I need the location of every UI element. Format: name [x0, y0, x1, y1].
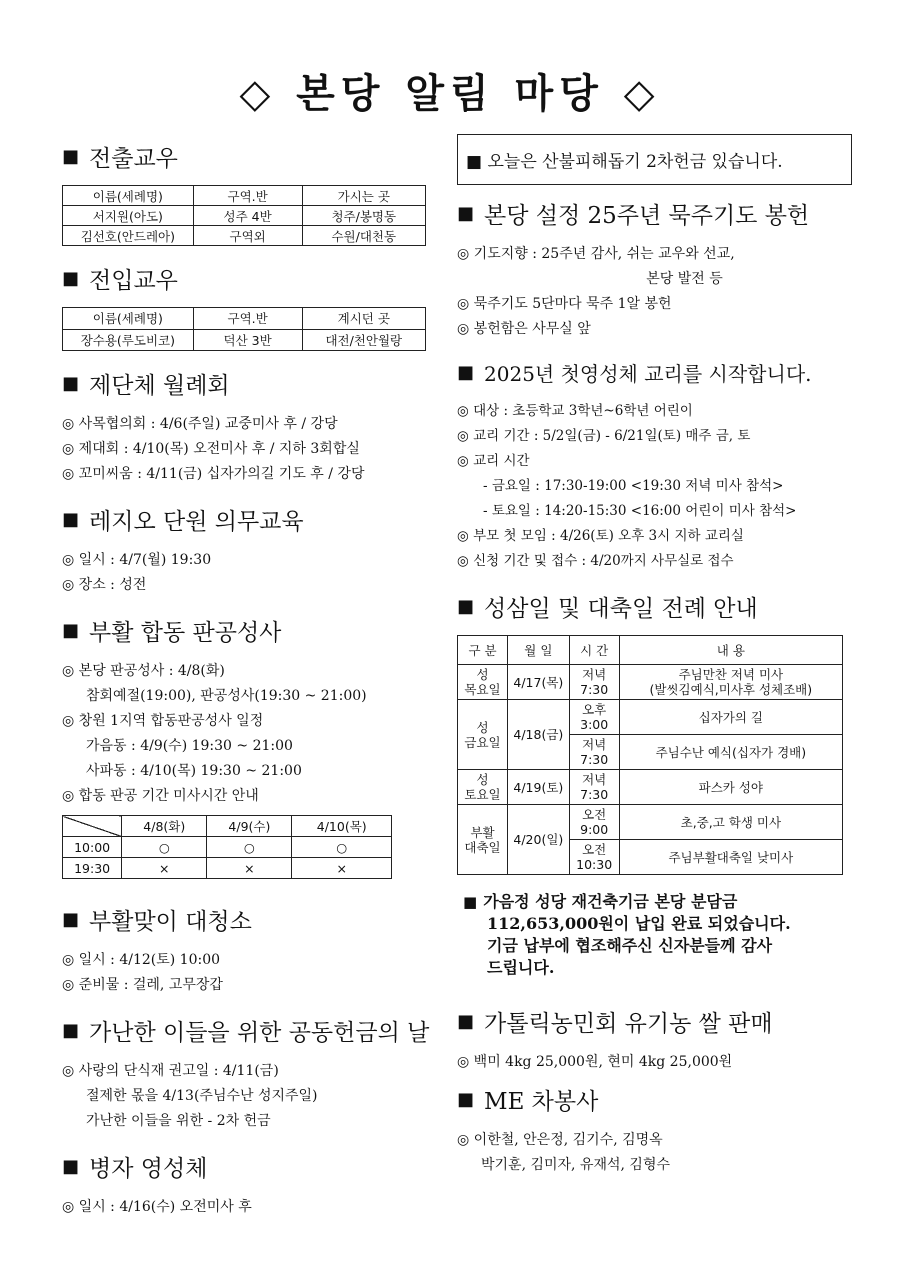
table-header-cell: 구역.반: [193, 308, 302, 330]
mark-icon: ◎: [457, 428, 469, 444]
time-cell: 오후 3:00: [569, 700, 619, 735]
section-heading: 제단체 월례회: [89, 373, 230, 399]
circle-icon: ○: [122, 837, 207, 858]
group-line: 제대회 : 4/10(목) 오전미사 후 / 지하 3회합실: [78, 441, 360, 457]
mark-icon: ◎: [62, 977, 75, 993]
section-heading: 성삼일 및 대축일 전례 안내: [484, 596, 758, 622]
date-cell: 4/19(토): [508, 770, 570, 805]
diagonal-cell: [63, 816, 122, 837]
departing-table: [62, 185, 426, 246]
poor-line: 가난한 이들을 위한 - 2차 헌금: [86, 1113, 271, 1129]
table-cell: 성주 4반: [193, 206, 302, 226]
penance-line: 창원 1지역 합동판공성사 일정: [78, 713, 264, 729]
section-arriving: [62, 262, 432, 351]
fund-line: 기금 납부에 협조해주신 신자분들께 감사: [487, 936, 773, 955]
table-header-row: [63, 308, 426, 330]
table-header-cell: 4/8(화): [122, 816, 207, 837]
content-cell: 주님부활대축일 낮미사: [619, 840, 842, 875]
content-cell: 주님만찬 저녁 미사 (발씻김예식,미사후 성체조배): [619, 665, 842, 700]
content-cell: 십자가의 길: [619, 700, 842, 735]
mark-icon: ◎: [62, 466, 75, 482]
page-title: ◇ 본당 알림 마당 ◇: [239, 71, 661, 117]
section-heading: 병자 영성체: [89, 1156, 208, 1182]
fund-line: 드립니다.: [487, 958, 555, 977]
table-cell: 청주/봉명동: [302, 206, 425, 226]
arriving-table: [62, 307, 426, 351]
bullet-icon: ■: [62, 146, 80, 167]
table-header-cell: 계시던 곳: [302, 308, 425, 330]
section-rice: [457, 1005, 852, 1075]
poor-line: 사랑의 단식재 권고일 : 4/11(금): [78, 1063, 279, 1079]
table-header-row: [63, 816, 392, 837]
mark-icon: ◎: [457, 246, 470, 262]
table-row: [63, 206, 426, 226]
bullet-icon: ■: [62, 509, 80, 530]
section-heading: 부활맞이 대청소: [89, 909, 252, 935]
right-column: [457, 134, 852, 1194]
mark-icon: ◎: [62, 952, 75, 968]
fund-line: 112,653,000원이 납입 완료 되었습니다.: [487, 914, 791, 933]
bullet-icon: ■: [62, 373, 80, 394]
time-cell: 저녁 7:30: [569, 770, 619, 805]
mark-icon: ◎: [62, 1199, 75, 1215]
date-cell: 4/17(목): [508, 665, 570, 700]
communion-line: 교리 기간 : 5/2일(금) - 6/21일(토) 매주 금, 토: [473, 428, 751, 444]
liturgy-table: [457, 635, 843, 875]
table-header-cell: 시 간: [569, 636, 619, 665]
fund-notice: [457, 891, 852, 979]
bullet-icon: ■: [62, 268, 80, 289]
table-cell: 구역외: [193, 226, 302, 246]
anniversary-line: 본당 발전 등: [646, 271, 723, 287]
table-row: [63, 837, 392, 858]
table-header-cell: 가시는 곳: [302, 186, 425, 206]
bullet-icon: ■: [466, 152, 483, 172]
table-row: [458, 805, 843, 840]
bullet-icon: ■: [62, 909, 80, 930]
table-header-cell: 이름(세례명): [63, 186, 194, 206]
bullet-icon: ■: [457, 203, 475, 224]
section-cleaning: [62, 903, 432, 998]
penance-line: 참회예절(19:00), 판공성사(19:30 ~ 21:00): [86, 688, 367, 704]
communion-line: - 토요일 : 14:20-15:30 <16:00 어린이 미사 참석>: [483, 503, 797, 519]
time-cell: 저녁 7:30: [569, 735, 619, 770]
table-cell: 대전/천안월랑: [302, 329, 425, 351]
mark-icon: ◎: [62, 552, 75, 568]
penance-line: 가음동 : 4/9(수) 19:30 ~ 21:00: [86, 738, 293, 754]
table-row: [63, 226, 426, 246]
cross-icon: ×: [292, 858, 392, 879]
bullet-icon: ■: [457, 1089, 475, 1110]
cleaning-line: 일시 : 4/12(토) 10:00: [78, 952, 221, 968]
mark-icon: ◎: [62, 713, 75, 729]
mark-icon: ◎: [62, 416, 75, 432]
mark-icon: ◎: [62, 577, 75, 593]
section-heading: 부활 합동 판공성사: [89, 620, 282, 646]
section-departing: [62, 140, 432, 246]
cross-icon: ×: [122, 858, 207, 879]
section-communion: [457, 358, 852, 574]
communion-line: 교리 시간: [473, 453, 530, 469]
mark-icon: ◎: [62, 441, 75, 457]
table-header-cell: 4/10(목): [292, 816, 392, 837]
legio-line: 일시 : 4/7(월) 19:30: [78, 552, 212, 568]
section-heading: 2025년 첫영성체 교리를 시작합니다.: [484, 362, 812, 386]
group-line: 꼬미씨움 : 4/11(금) 십자가의길 기도 후 / 강당: [78, 466, 365, 482]
table-header-row: [63, 186, 426, 206]
table-row: [63, 858, 392, 879]
bullet-icon: ■: [457, 1011, 475, 1032]
mark-icon: ◎: [62, 663, 75, 679]
table-cell: 김선호(안드레아): [63, 226, 194, 246]
anniversary-line: 묵주기도 5단마다 묵주 1알 봉헌: [473, 296, 672, 312]
section-liturgy: [457, 590, 852, 875]
communion-line: 부모 첫 모임 : 4/26(토) 오후 3시 지하 교리실: [473, 528, 744, 544]
table-header-cell: 4/9(수): [207, 816, 292, 837]
day-label: 부활 대축일: [458, 805, 508, 875]
penance-line: 사파동 : 4/10(목) 19:30 ~ 21:00: [86, 763, 302, 779]
poor-line: 절제한 몫을 4/13(주님수난 성지주일): [86, 1088, 318, 1104]
bullet-icon: ■: [457, 362, 475, 383]
table-row: [458, 700, 843, 735]
rice-line: 백미 4kg 25,000원, 현미 4kg 25,000원: [473, 1054, 733, 1070]
mark-icon: ◎: [457, 321, 470, 337]
content-cell: 파스카 성야: [619, 770, 842, 805]
mark-icon: ◎: [62, 1063, 75, 1079]
section-sick: [62, 1150, 432, 1220]
mark-icon: ◎: [457, 1132, 470, 1148]
content-cell: 주님수난 예식(십자가 경배): [619, 735, 842, 770]
bullet-icon: ■: [463, 893, 478, 911]
mark-icon: ◎: [457, 296, 470, 312]
day-label: 성 토요일: [458, 770, 508, 805]
boxed-notice: [457, 134, 852, 185]
table-row: [458, 770, 843, 805]
penance-line: 합동 판공 기간 미사시간 안내: [78, 788, 259, 804]
communion-line: 대상 : 초등학교 3학년~6학년 어린이: [473, 403, 693, 419]
table-row: [458, 665, 843, 700]
me-line: 이한철, 안은정, 김기수, 김명옥: [473, 1132, 663, 1148]
table-cell: 수원/대천동: [302, 226, 425, 246]
section-anniversary: [457, 197, 852, 342]
section-heading: 가난한 이들을 위한 공동헌금의 날: [89, 1020, 430, 1046]
bullet-icon: ■: [62, 1020, 80, 1041]
table-cell: 장수용(루도비코): [63, 329, 194, 351]
time-cell: 저녁 7:30: [569, 665, 619, 700]
bullet-icon: ■: [62, 620, 80, 641]
cross-icon: ×: [207, 858, 292, 879]
communion-line: 신청 기간 및 접수 : 4/20까지 사무실로 접수: [473, 553, 734, 569]
mark-icon: ◎: [62, 788, 75, 804]
me-line: 박기훈, 김미자, 유재석, 김형수: [481, 1157, 670, 1173]
section-penance: [62, 614, 432, 879]
sick-line: 일시 : 4/16(수) 오전미사 후: [78, 1199, 252, 1215]
anniversary-line: 기도지향 : 25주년 감사, 쉬는 교우와 선교,: [473, 246, 735, 262]
day-label: 성 목요일: [458, 665, 508, 700]
table-header-row: [458, 636, 843, 665]
mark-icon: ◎: [457, 403, 469, 419]
section-me: [457, 1083, 852, 1178]
fund-line: 가음정 성당 재건축기금 본당 분담금: [483, 892, 738, 911]
mass-time-table: [62, 815, 392, 879]
time-cell: 오전 9:00: [569, 805, 619, 840]
date-cell: 4/20(일): [508, 805, 570, 875]
table-header-cell: 내 용: [619, 636, 842, 665]
section-groups: [62, 367, 432, 487]
table-row: [63, 329, 426, 351]
mark-icon: ◎: [457, 453, 469, 469]
legio-line: 장소 : 성전: [78, 577, 147, 593]
day-label: 성 금요일: [458, 700, 508, 770]
table-header-cell: 월 일: [508, 636, 570, 665]
anniversary-line: 봉헌함은 사무실 앞: [473, 321, 591, 337]
left-column: [62, 140, 432, 1236]
section-heading: 전입교우: [89, 268, 178, 294]
section-heading: 본당 설정 25주년 묵주기도 봉헌: [484, 203, 810, 229]
bullet-icon: ■: [457, 596, 475, 617]
boxed-notice-text: 오늘은 산불피해돕기 2차헌금 있습니다.: [487, 152, 783, 172]
section-heading: 가톨릭농민회 유기농 쌀 판매: [484, 1011, 773, 1037]
table-header-cell: 구역.반: [193, 186, 302, 206]
time-cell: 19:30: [63, 858, 122, 879]
circle-icon: ○: [207, 837, 292, 858]
section-heading: ME 차봉사: [484, 1089, 599, 1115]
table-header-cell: 이름(세례명): [63, 308, 194, 330]
mark-icon: ◎: [457, 1054, 470, 1070]
circle-icon: ○: [292, 837, 392, 858]
table-header-cell: 구 분: [458, 636, 508, 665]
mark-icon: ◎: [457, 553, 469, 569]
group-line: 사목협의회 : 4/6(주일) 교중미사 후 / 강당: [78, 416, 338, 432]
penance-line: 본당 판공성사 : 4/8(화): [78, 663, 225, 679]
table-cell: 서지원(아도): [63, 206, 194, 226]
section-legio: [62, 503, 432, 598]
time-cell: 10:00: [63, 837, 122, 858]
table-cell: 덕산 3반: [193, 329, 302, 351]
bullet-icon: ■: [62, 1156, 80, 1177]
communion-line: - 금요일 : 17:30-19:00 <19:30 저녁 미사 참석>: [483, 478, 784, 494]
section-heading: 전출교우: [89, 146, 178, 172]
date-cell: 4/18(금): [508, 700, 570, 770]
section-heading: 레지오 단원 의무교육: [89, 509, 304, 535]
content-cell: 초,중,고 학생 미사: [619, 805, 842, 840]
section-poor: [62, 1014, 432, 1134]
mark-icon: ◎: [457, 528, 469, 544]
time-cell: 오전 10:30: [569, 840, 619, 875]
cleaning-line: 준비물 : 걸레, 고무장갑: [78, 977, 223, 993]
